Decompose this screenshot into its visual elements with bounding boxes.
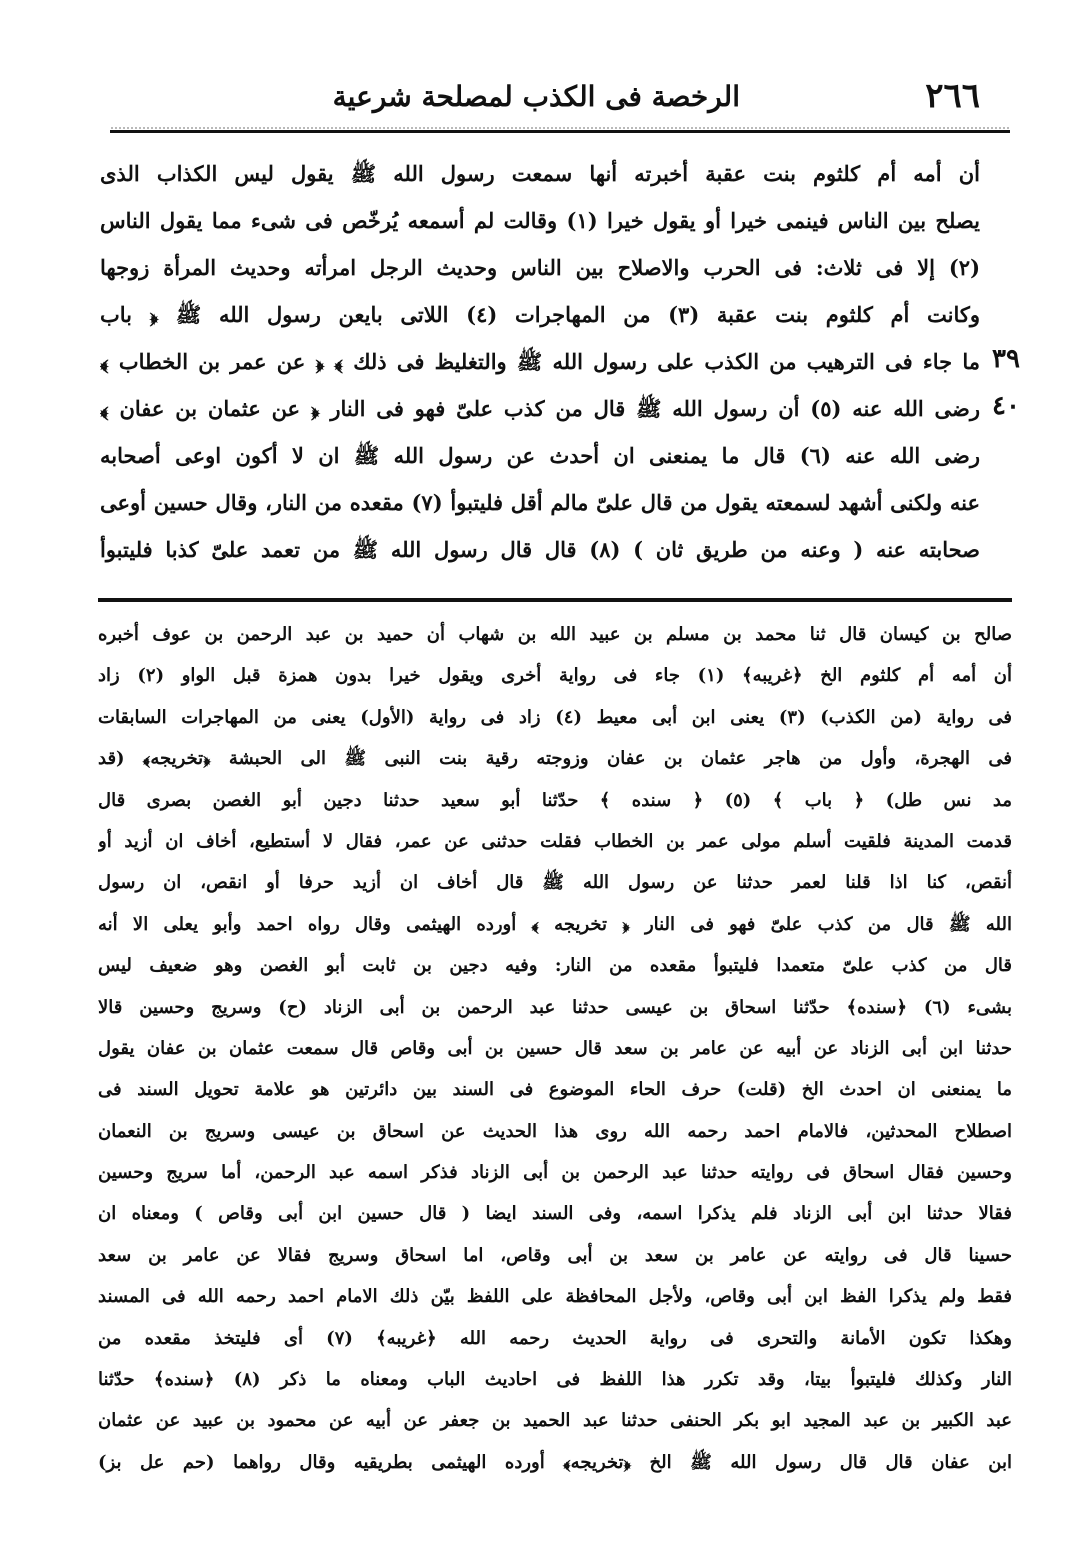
footnote-line: وحسين فقال اسحاق فى روايته حدثنا عبد الرحمن بن أبى الزناد فذكر اسمه عبد الرحمن، أما سريج وحسين <box>98 1162 1012 1184</box>
hadith-number: ٤٠ <box>992 391 1020 421</box>
footnote-line: قال من كذب علىّ متعمدا فليتبوأ مقعده من النار: وفيه دجين بن ثابت أبو الغصن وهو ضعيف ليس <box>98 955 1012 977</box>
page-number: ٢٦٦ <box>925 76 980 116</box>
main-text-block <box>100 150 980 573</box>
footnote-separator-rule <box>98 598 1012 602</box>
main-text-line: رضى الله عنه (٦) قال ما يمنعنى ان أحدث عن رسول الله ﷺ ان لا أكون اوعى أصحابه <box>100 443 980 468</box>
main-text-line: صحابته عنه ( وعنه من طريق ثان ) (٨) قال قال رسول الله ﷺ من تعمد علىّ كذبا فليتبوأ <box>100 537 980 562</box>
header-rule <box>110 130 1010 133</box>
footnote-line: مد نس طل) ﴿ باب ﴾ (٥) ﴿ سنده ﴾ حدّثنا أبو سعيد حدثنا دجين أبو الغصن بصرى قال <box>98 789 1012 811</box>
main-text-line: وكانت أم كلثوم بنت عقبة (٣) من المهاجرات (٤) اللاتى بايعن رسول الله ﷺ ﴿ باب <box>100 302 980 327</box>
running-title: الرخصة فى الكذب لمصلحة شرعية <box>332 80 740 113</box>
hadith-number: ٣٩ <box>992 344 1020 374</box>
footnote-line: عبد الكبير بن عبد المجيد ابو بكر الحنفى حدثنا عبد الحميد بن جعفر عن أبيه عن محمود بن عبيد عن عثمان <box>98 1410 1012 1432</box>
footnote-line: الله ﷺ قال من كذب علىّ فهو فى النار ﴿ تخريجه ﴾ أورده الهيثمى وقال رواه احمد وأبو يعلى الا أنه <box>98 913 1012 935</box>
footnote-line: فى الهجرة، وأول من هاجر عثمان بن عفان وزوجته رقية بنت النبى ﷺ الى الحبشة ﴿تخريجه﴾ (قد <box>98 748 1012 770</box>
footnote-line: بشىء (٦) ﴿سنده﴾ حدّثنا اسحاق بن عيسى حدثنا عبد الرحمن بن أبى الزناد (ح) وسريج وحسين قالا <box>98 996 1012 1018</box>
main-text-line: ما جاء فى الترهيب من الكذب على رسول الله ﷺ والتغليظ فى ذلك ﴾ ﴿ عن عمر بن الخطاب ﴾ <box>100 349 980 374</box>
footnote-line: وهكذا تكون الأمانة والتحرى فى رواية الحديث رحمه الله ﴿غريبه﴾ (٧) أى فليتخذ مقعده من <box>98 1327 1012 1349</box>
footnote-line: قدمت المدينة فلقيت أسلم مولى عمر بن الخطاب فقلت حدثنى عن عمر، فقال لا أستطيع، أخاف ان أزيد أو <box>98 830 1012 852</box>
footnote-line: أن أمه أم كلثوم الخ ﴿غريبه﴾ (١) جاء فى رواية أخرى ويقول خيرا بدون همزة قبل الواو (٢) زاد <box>98 665 1012 687</box>
footnote-line: فقالا حدثنا ابن أبى الزناد فلم يذكرا اسمه، وفى السند ايضا ( قال حسين ابن أبى وقاص ) ومعناه ان <box>98 1203 1012 1225</box>
main-text-line: أن أمه أم كلثوم بنت عقبة أخبرته أنها سمعت رسول الله ﷺ يقول ليس الكذاب الذى <box>100 161 980 186</box>
main-text-line: (٢) إلا فى ثلاث: فى الحرب والاصلاح بين الناس وحديث الرجل امرأته وحديث المرأة زوجها <box>100 255 980 280</box>
footnote-line: حسينا قال فى روايته عن عامر بن سعد بن أبى وقاص، اما اسحاق وسريج فقالا عن عامر بن سعد <box>98 1244 1012 1266</box>
footnote-line: فى رواية (من الكذب) (٣) يعنى ابن أبى معيط (٤) زاد فى رواية (الأول) يعنى من المهاجرات السابقات <box>98 706 1012 728</box>
footnote-line: النار وكذلك فليتبوأ بيتا، وقد تكرر هذا اللفظ فى احاديث الباب ومعناه ما ذكر (٨) ﴿سنده﴾ حدّثنا <box>98 1369 1012 1391</box>
footnote-line: ابن عفان قال قال رسول الله ﷺ الخ ﴿تخريجه﴾ أورده الهيثمى بطريقيه وقال رواهما (حم عل بز) <box>98 1451 1012 1473</box>
footnote-line: ما يمنعنى ان احدث الخ (قلت) حرف الحاء الموضوع فى السند بين دائرتين هو علامة تحويل السند فى <box>98 1079 1012 1101</box>
main-text-line: يصلح بين الناس فينمى خيرا أو يقول خيرا (١) وقالت لم أسمعه يُرخّص فى شىء مما يقول الناس <box>100 208 980 233</box>
footnote-line: حدثنا ابن أبى الزناد عن أبيه عن عامر بن سعد قال حسين بن أبى وقاص قال سمعت عثمان بن عفان يقول <box>98 1037 1012 1059</box>
main-text-line: عنه ولكنى أشهد لسمعته يقول من قال علىّ مالم أقل فليتبوأ (٧) مقعده من النار، وقال حسين أوعى <box>100 490 980 515</box>
footnote-line: فقط ولم يذكرا الفظ ابن أبى وقاص، ولأجل المحافظة على اللفظ بيّن ذلك الامام احمد رحمه الله فى المسند <box>98 1286 1012 1308</box>
footnote-line: اصطلاح المحدثين، فالامام احمد رحمه الله روى هذا الحديث عن اسحاق بن عيسى وسريج بن النعمان <box>98 1120 1012 1142</box>
footnote-line: صالح بن كيسان قال ثنا محمد بن مسلم بن عبيد الله بن شهاب أن حميد بن عبد الرحمن بن عوف أخبره <box>98 624 1012 645</box>
main-text-line: رضى الله عنه (٥) أن رسول الله ﷺ قال من كذب علىّ فهو فى النار ﴿ عن عثمان بن عفان ﴾ <box>100 396 980 421</box>
page-header <box>100 72 980 124</box>
footnote-line: أنقص، كنا اذا قلنا لعمر حدثنا عن رسول الله ﷺ قال أخاف ان أزيد حرفا أو انقص، ان رسول <box>98 872 1012 894</box>
footnote-block <box>98 614 1012 1483</box>
